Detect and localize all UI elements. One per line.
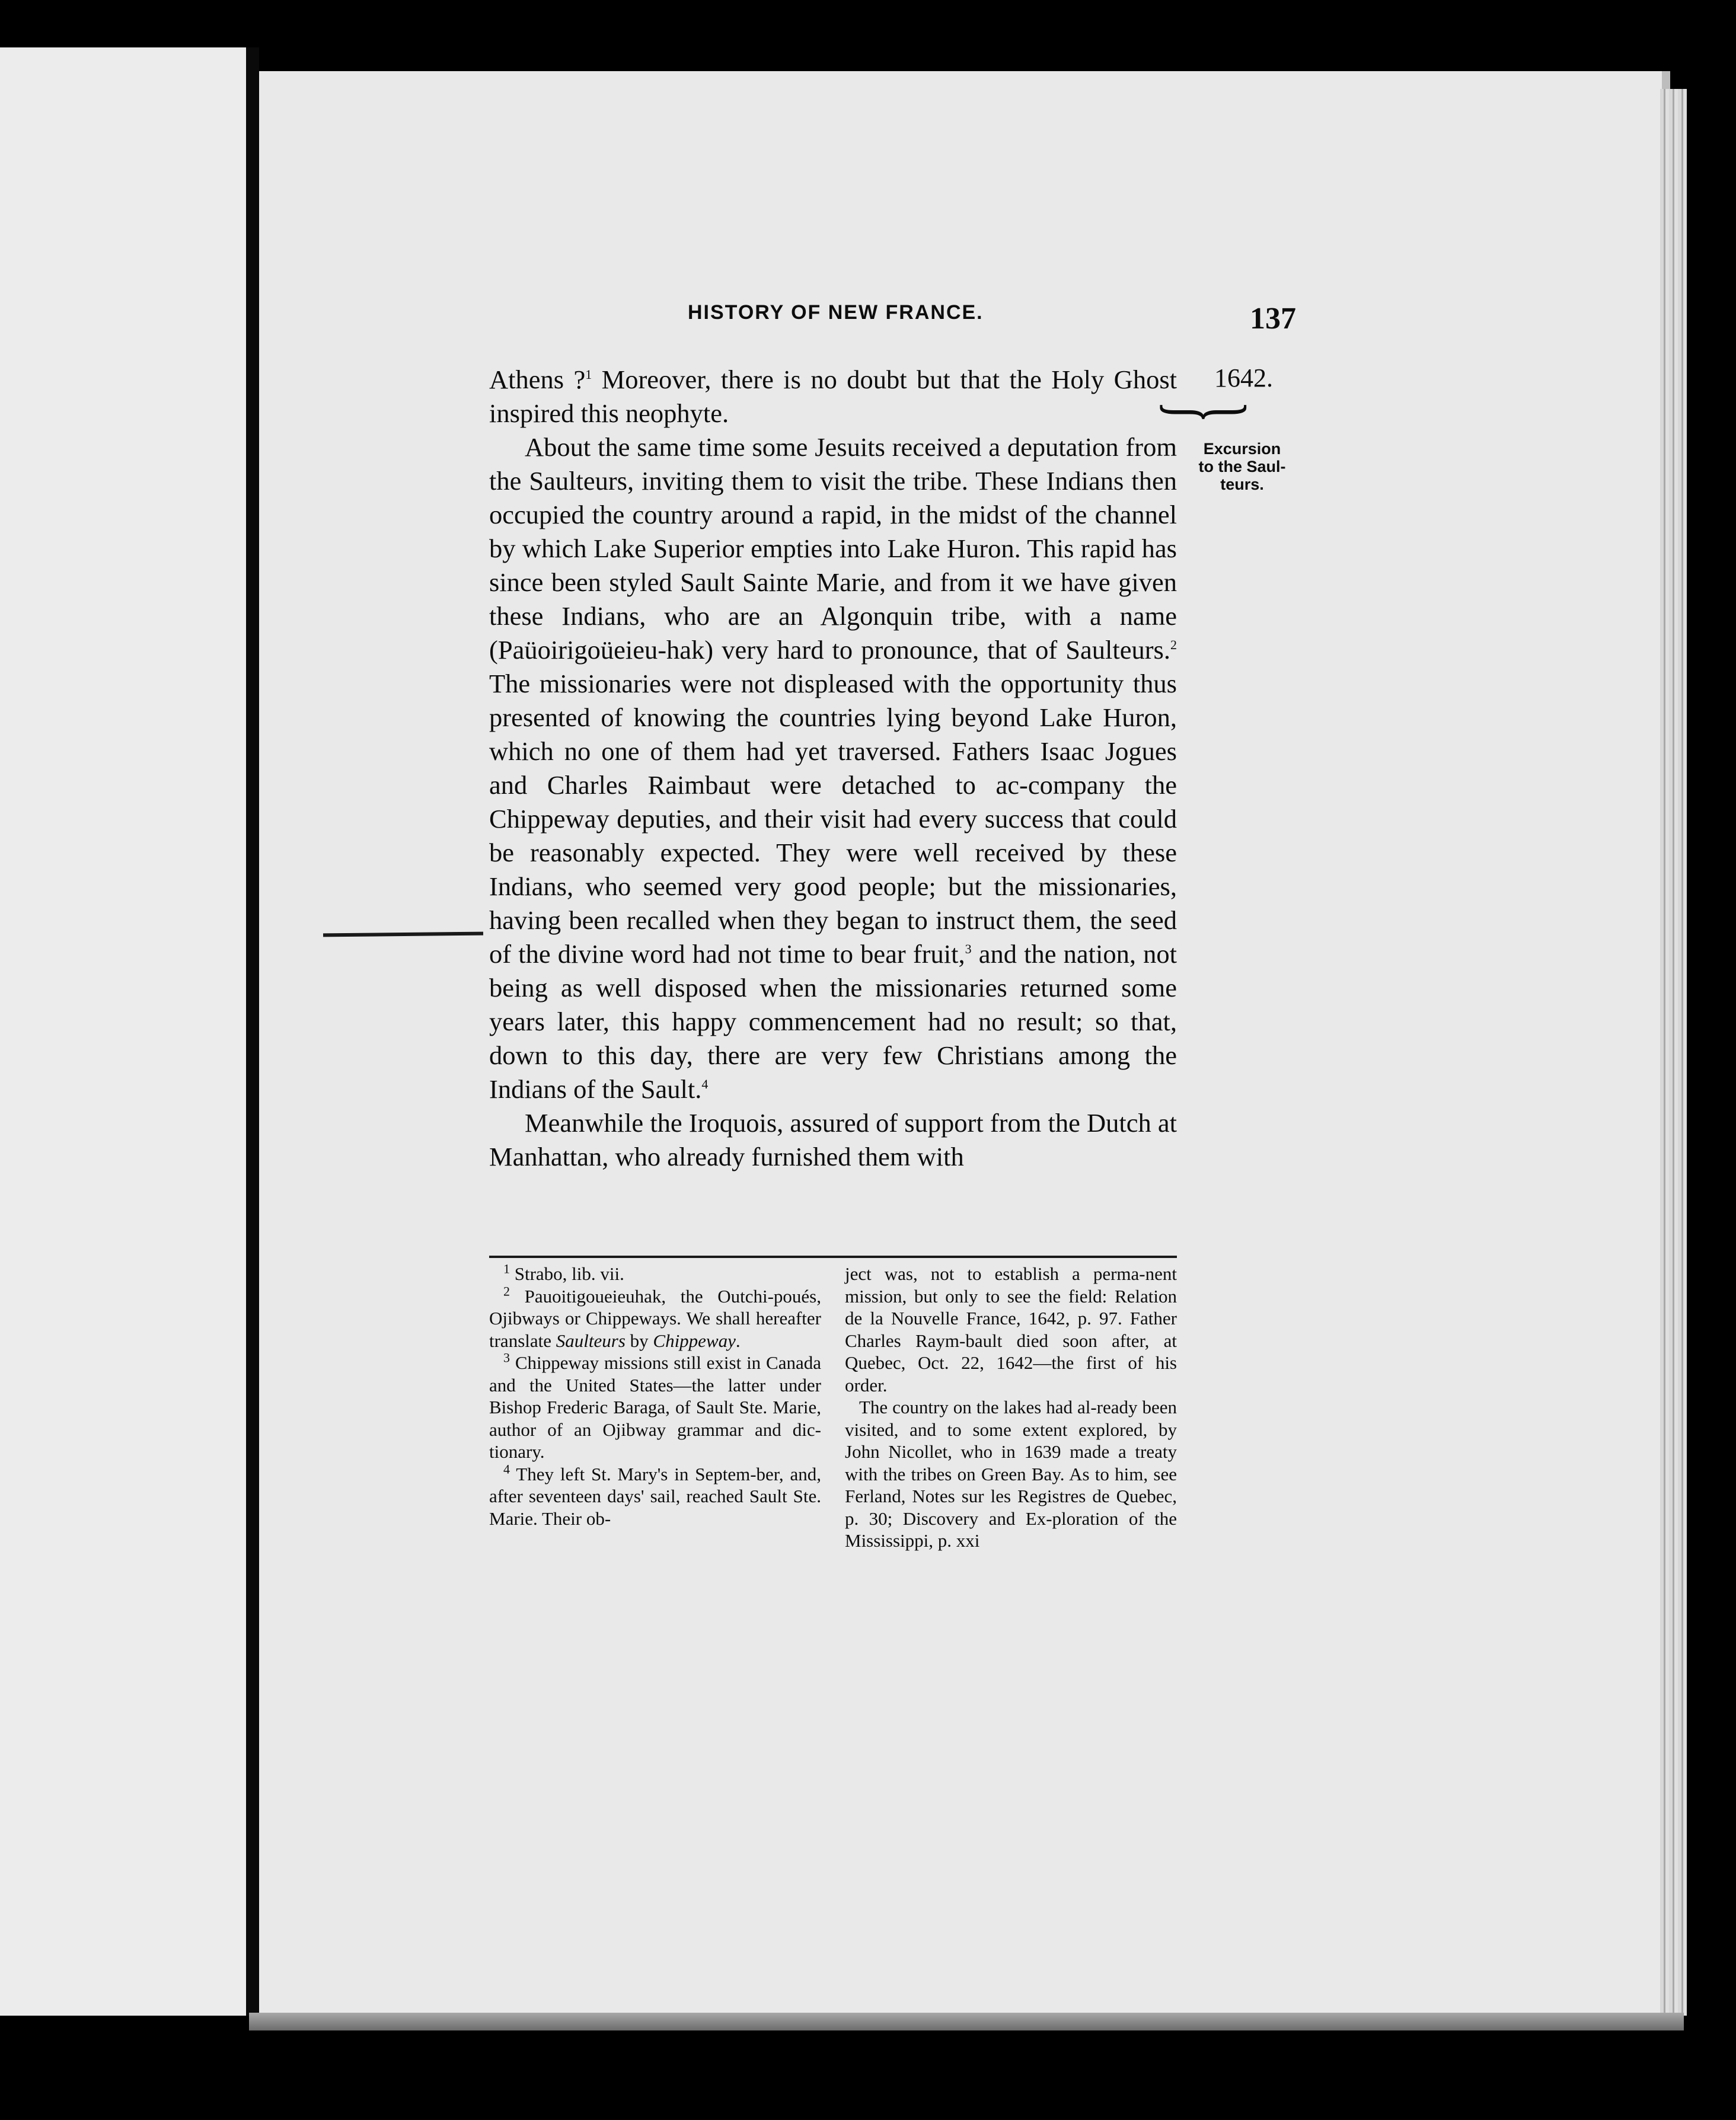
text-run: Strabo, lib. vii. <box>510 1263 624 1284</box>
footnote-ref: 2 <box>1170 637 1177 653</box>
page-edge <box>1660 89 1687 2016</box>
footnote-mark: 2 <box>503 1284 510 1299</box>
page-number: 137 <box>1250 302 1296 336</box>
footnote <box>489 1285 821 1352</box>
footnote-ref: 4 <box>701 1077 709 1092</box>
italic-term: Chippeway <box>653 1330 736 1351</box>
sidenote-line: teurs. <box>1220 475 1264 493</box>
footnote-column-right <box>845 1263 1177 1552</box>
margin-year: 1642. <box>1214 363 1273 392</box>
text-run: About the same time some Jesuits received a deputation from the Saulteurs, inviting them to visit the tribe. These Indians then occupied the country around a rapid, in the midst of the channel by which Lake Superior empties into Lake Huron. This rapid has since been styled Sault Sainte Marie, and from it we have given these Indians, who are an Algonquin tribe, with a name (Paüoirigoüeieu-hak) very hard to pronounce, that of Saulteurs. <box>489 432 1177 665</box>
paragraph <box>489 430 1177 1106</box>
text-run: The missionaries were not displeased with the opportunity thus presented of knowing the countries lying beyond Lake Huron, which no one of them had yet traversed. Fathers Isaac Jogues and Charles Raimbaut were detached to ac-company the Chippeway deputies, and their visit had every success that could be reasonably expected. They were well received by these Indians, who seemed very good people; but the missionaries, having been recalled when they began to instruct them, the seed of the divine word had not time to bear fruit, <box>489 669 1177 969</box>
text-run: by <box>625 1330 653 1351</box>
book-gutter <box>246 47 259 2016</box>
footnote <box>489 1263 821 1285</box>
paragraph <box>489 363 1177 430</box>
footnote-ref: 3 <box>965 941 972 957</box>
text-run: Pauoitigoueieuhak, the Outchi-poués, Ojibways or Chippeways. We shall hereafter translate <box>489 1285 821 1351</box>
paragraph: Meanwhile the Iroquois, assured of support from the Dutch at Manhattan, who already furnished them with <box>489 1108 1177 1171</box>
footnote-mark: 4 <box>503 1461 510 1477</box>
text-run: Athens ? <box>489 365 586 394</box>
footnote-column-left <box>489 1263 821 1552</box>
facing-page-margin <box>0 47 246 2016</box>
footnote-rule <box>489 1256 1177 1258</box>
running-head: HISTORY OF NEW FRANCE. <box>688 301 984 324</box>
body-text <box>489 363 1177 1174</box>
footnote-mark: 1 <box>503 1261 510 1276</box>
text-run: . <box>735 1330 741 1351</box>
text-run: and the nation, not being as well disposed when the missionaries returned some years later, this happy commencement had no result; so that, down to this day, there are very few Christians among the Indians of the Sault. <box>489 939 1177 1104</box>
footnote-ref: 1 <box>585 367 592 382</box>
footnote-paragraph: The country on the lakes had al-ready been visited, and to some extent explored, by John Nicollet, who in 1639 made a treaty with the tribes on Green Bay. As to him, see Ferland, Notes sur les Registres de Quebec, p. 30; Discovery and Ex-ploration of the Mississippi, p. xxi <box>845 1397 1177 1551</box>
sidenote-line: to the Saul- <box>1198 458 1286 475</box>
footnote-mark: 3 <box>503 1350 510 1365</box>
text-run: Moreover, there is no doubt but that the Holy Ghost inspired this neophyte. <box>489 365 1177 428</box>
footnote <box>489 1463 821 1530</box>
text-run: Chippeway missions still exist in Canada and the United States—the latter under Bishop Frederic Baraga, of Sault Ste. Marie, author of an Ojibway grammar and dic-tionary. <box>489 1352 821 1462</box>
margin-sidenote <box>1192 440 1293 493</box>
footnote-continuation: ject was, not to establish a perma-nent mission, but only to see the field: Relation de la Nouvelle France, 1642, p. 97. Father Charles Raym-bault died soon after, at Quebec, Oct. 22, 1642—the first of his order. <box>845 1263 1177 1396</box>
sidenote-line: Excursion <box>1203 440 1281 458</box>
footnote <box>489 1352 821 1463</box>
footnotes <box>489 1263 1177 1552</box>
text-run: They left St. Mary's in Septem-ber, and, after seventeen days' sail, reached Sault Ste. Marie. Their ob- <box>489 1463 821 1529</box>
italic-term: Saulteurs <box>556 1330 626 1351</box>
page-bottom-edge <box>249 2013 1684 2030</box>
margin-brace-icon: } <box>1150 400 1266 424</box>
